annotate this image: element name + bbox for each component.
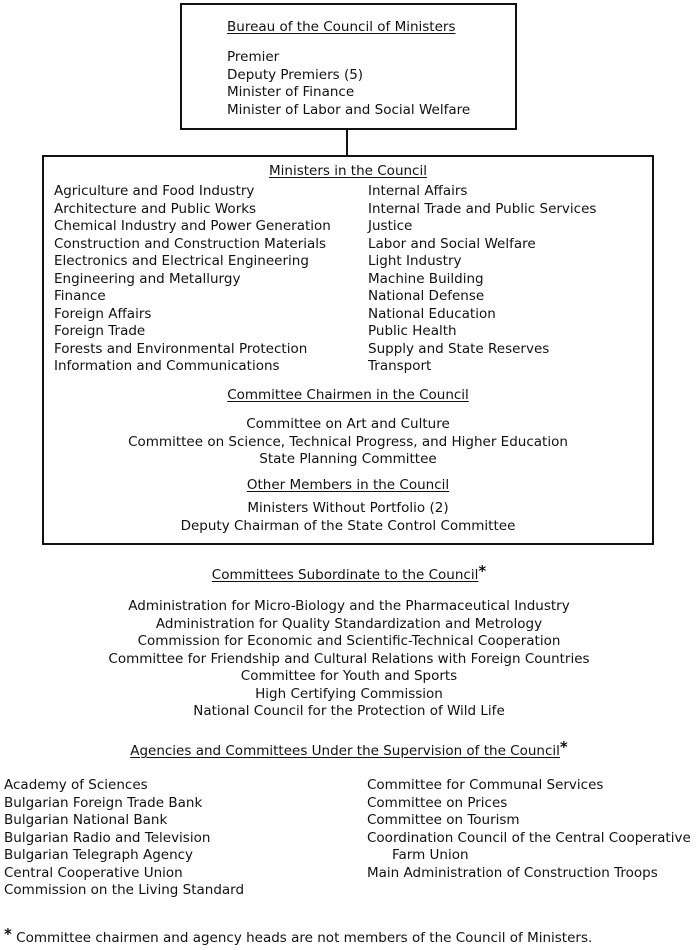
bureau-member: Premier <box>227 49 280 65</box>
minister-item: National Education <box>368 305 496 322</box>
agency-item: Commission on the Living Standard <box>4 882 245 898</box>
agency-item: Committee on Tourism <box>367 812 520 828</box>
minister-item: Foreign Affairs <box>54 305 152 322</box>
minister-item: Architecture and Public Works <box>54 200 257 217</box>
minister-item: Engineering and Metallurgy <box>54 270 241 287</box>
agency-item: Bulgarian Foreign Trade Bank <box>4 794 203 811</box>
minister-item: Electronics and Electrical Engineering <box>54 253 309 269</box>
subordinate-item: Administration for Micro-Biology and the Pharmaceutical Industry <box>128 598 570 614</box>
minister-item: Finance <box>54 288 106 304</box>
subordinate-item: High Certifying Commission <box>255 685 443 702</box>
ministers-title: Ministers in the Council <box>269 163 427 179</box>
minister-item: Chemical Industry and Power Generation <box>54 218 331 234</box>
agency-item: Bulgarian Telegraph Agency <box>4 847 194 863</box>
minister-item: Agriculture and Food Industry <box>54 183 255 199</box>
committee-item: Committee on Science, Technical Progress, and Higher Education <box>128 433 568 450</box>
agency-item: Academy of Sciences <box>4 777 148 793</box>
subordinate-title: Committees Subordinate to the Council <box>211 567 479 583</box>
agency-item: Bulgarian National Bank <box>4 812 168 828</box>
subordinate-item: Committee for Youth and Sports <box>240 668 458 684</box>
minister-item: Light Industry <box>368 253 462 269</box>
subordinate-item: Committee for Friendship and Cultural Relations with Foreign Countries <box>108 650 590 667</box>
committee-item: State Planning Committee <box>259 451 437 467</box>
minister-item: Internal Trade and Public Services <box>368 200 597 217</box>
subordinate-list <box>0 598 698 721</box>
minister-item: Forests and Environmental Protection <box>54 340 308 357</box>
minister-item: Machine Building <box>368 270 484 287</box>
minister-item: National Defense <box>368 288 485 304</box>
subordinate-item: Commission for Economic and Scientific-Technical Cooperation <box>137 633 561 649</box>
agencies-title: Agencies and Committees Under the Supervision of the Council <box>130 743 560 759</box>
bureau-member: Deputy Premiers (5) <box>227 66 364 83</box>
connector-line <box>346 129 348 157</box>
minister-item: Public Health <box>368 323 457 339</box>
other-member-item: Ministers Without Portfolio (2) <box>247 500 449 516</box>
other-member-item: Deputy Chairman of the State Control Committee <box>180 517 516 534</box>
bureau-box <box>180 3 517 130</box>
asterisk-marker: * <box>559 738 568 756</box>
agencies-left-list <box>4 777 244 900</box>
bureau-members <box>227 49 470 119</box>
council-box <box>42 155 654 545</box>
agency-item: Coordination Council of the Central Cooperative <box>367 829 691 846</box>
agency-item: Committee on Prices <box>367 794 508 811</box>
footnote-text: Committee chairmen and agency heads are not members of the Council of Ministers. <box>16 930 593 946</box>
agency-item: Committee for Communal Services <box>367 777 604 793</box>
footnote <box>4 925 593 948</box>
ministers-right-list <box>368 183 596 376</box>
minister-item: Transport <box>368 358 432 374</box>
minister-item: Construction and Construction Materials <box>54 235 327 252</box>
other-members-title: Other Members in the Council <box>246 477 450 493</box>
minister-item: Justice <box>368 218 413 234</box>
committee-item: Committee on Art and Culture <box>246 416 450 432</box>
agencies-right-list <box>367 777 691 882</box>
agency-item: Main Administration of Construction Troops <box>367 864 658 881</box>
asterisk-marker: * <box>478 562 487 580</box>
bureau-title: Bureau of the Council of Ministers <box>227 19 456 35</box>
minister-item: Internal Affairs <box>368 183 468 199</box>
minister-item: Foreign Trade <box>54 323 146 339</box>
agency-item: Farm Union <box>392 847 469 863</box>
other-members-list <box>44 500 652 535</box>
ministers-left-list <box>54 183 331 376</box>
minister-item: Labor and Social Welfare <box>368 235 536 252</box>
minister-item: Information and Communications <box>54 358 280 374</box>
committee-chairmen-list <box>44 416 652 469</box>
bureau-member: Minister of Finance <box>227 84 355 100</box>
minister-item: Supply and State Reserves <box>368 340 550 357</box>
bureau-member: Minister of Labor and Social Welfare <box>227 101 471 118</box>
footnote-marker: * <box>4 925 12 943</box>
committee-chairmen-title: Committee Chairmen in the Council <box>227 387 469 403</box>
subordinate-item: National Council for the Protection of Wild Life <box>193 703 505 719</box>
agency-item: Central Cooperative Union <box>4 864 183 881</box>
agency-item: Bulgarian Radio and Television <box>4 829 211 846</box>
subordinate-item: Administration for Quality Standardization and Metrology <box>155 615 543 632</box>
